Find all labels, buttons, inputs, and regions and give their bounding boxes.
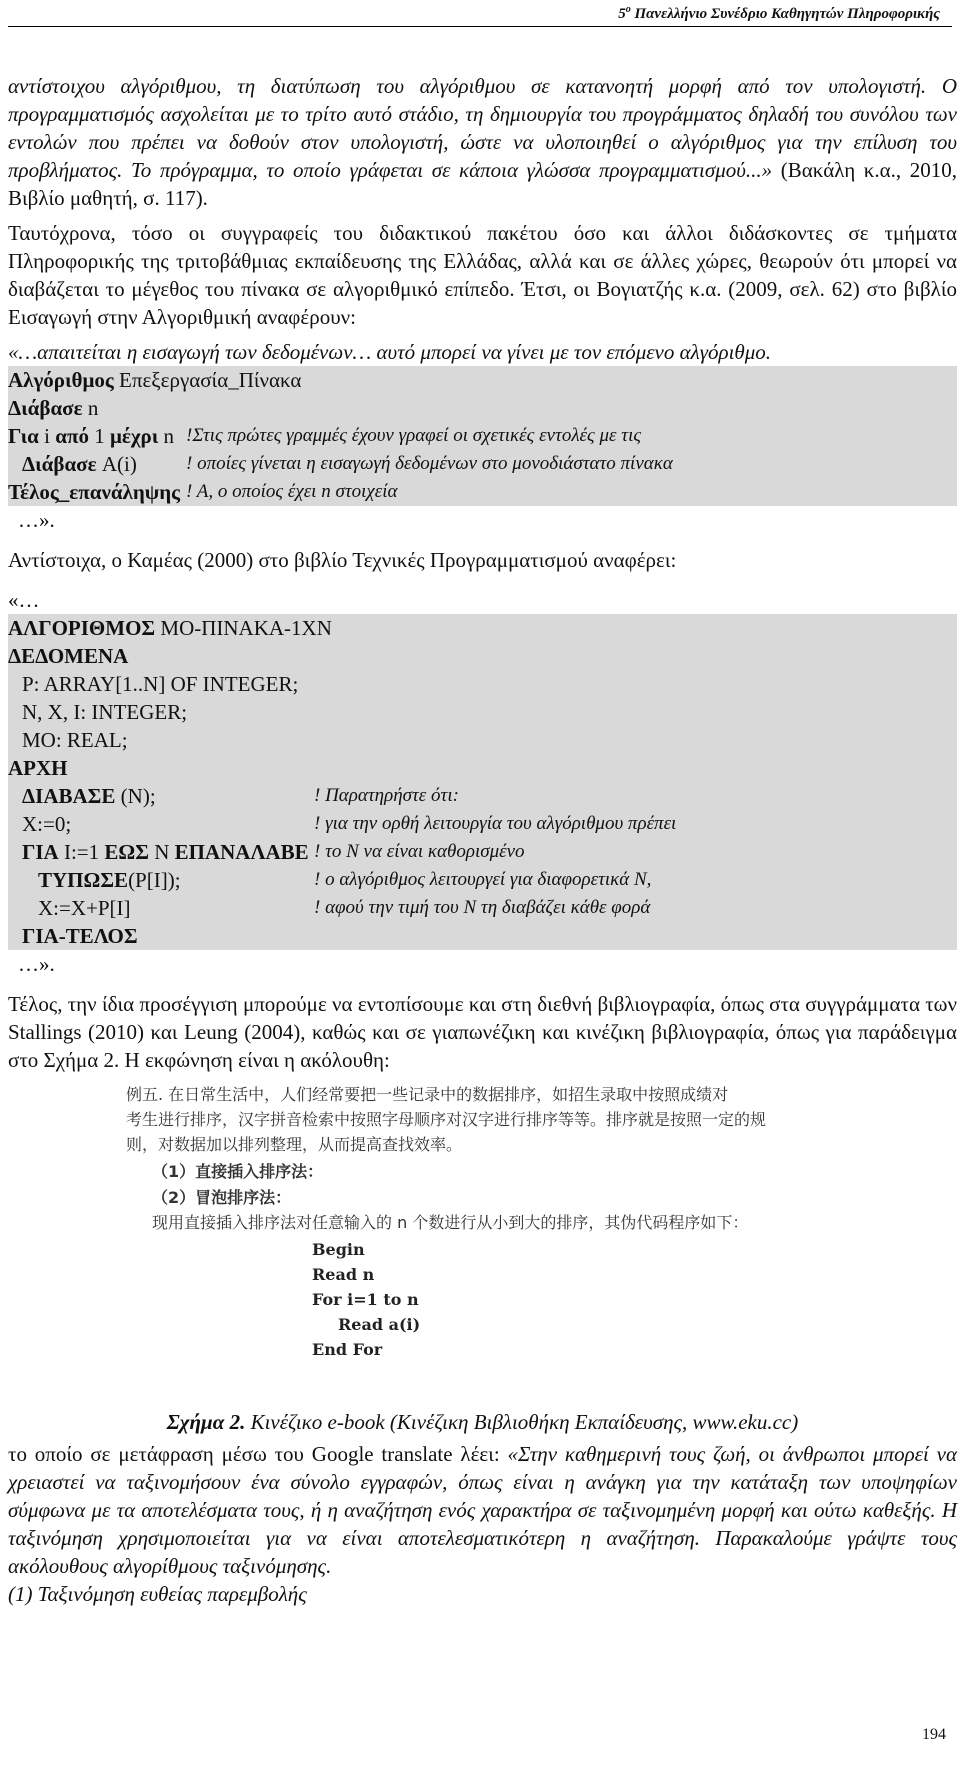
code-line: Διάβασε A(i) ! οποίες γίνεται η εισαγωγή δεδομένων στο μονοδιάστατο πίνακα [22, 452, 673, 476]
code-line: X:=0; ! για την ορθή λειτουργία του αλγόριθμου πρέπει [22, 812, 677, 836]
header-divider [8, 26, 952, 27]
figure-code-line: Read n [312, 1265, 375, 1284]
code-comment: !Στις πρώτες γραμμές έχουν γραφεί οι σχετικές εντολές με τις [186, 425, 642, 446]
code-line: P: ARRAY[1..N] OF INTEGER; [22, 672, 299, 696]
figure-chinese-ebook [116, 1082, 856, 1403]
code-comment: ! αφού την τιμή του N τη διαβάζει κάθε φορά [314, 897, 651, 918]
code-line: ΔΕΔΟΜΕΝΑ [8, 644, 129, 668]
figure-caption: Σχήμα 2. Κινέζικο e-book (Κινέζικη Βιβλιοθήκη Εκπαίδευσης, www.eku.cc) [166, 1410, 799, 1434]
code-line: Τέλος_επανάληψης ! A, ο οποίος έχει n στοιχεία [8, 480, 398, 504]
code-comment: ! το N να είναι καθορισμένο [314, 841, 525, 862]
code-line: ΑΡΧΗ [8, 756, 68, 780]
paragraph-intro: αντίστοιχου αλγόριθμου, τη διατύπωση του αλγόριθμου σε κατανοητή μορφή από τον υπολογιστή. Ο προγραμματισμός ασχολείται με το τρίτο αυτό στάδιο, τη δημιουργία του προγράμματος δηλαδή του συνόλου των εντολών που πρέπει να δοθούν στον υπολογιστή, ώστε να υλοποιηθεί ο αλγόριθμος για την επίλυση του προβλήματος. Το πρόγραμμα, το οποίο γράφεται σε κάποια γλώσσα προγραμματισμού...» (Βακάλη κ.α., 2010, Βιβλίο μαθητή, σ. 117). [8, 74, 958, 210]
code-block-1 [8, 366, 957, 506]
figure-text-line: 则，对数据加以排列整理，从而提高查找效率。 [126, 1135, 463, 1154]
paragraph-context: Ταυτόχρονα, τόσο οι συγγραφείς του διδακτικού πακέτου όσο και άλλοι διδάσκοντες σε τμήματα Πληροφορικής της τριτοβάθμιας εκπαίδευσης της Ελλάδας, αλλά και σε άλλες χώρες, θεωρούν ότι μπορεί να διαβάζεται το μέγεθος του πίνακα σε αλγοριθμικό επίπεδο. Έτσι, οι Βογιατζής κ.α. (2009, σελ. 62) στο βιβλίο Εισαγωγή στην Αλγοριθμική αναφέρουν: [8, 221, 957, 329]
paragraph-translation: το οποίο σε μετάφραση μέσω του Google translate λέει: «Στην καθημερινή τους ζωή, οι άνθρωποι μπορεί να χρειαστεί να ταξινομήσουν ένα σύνολο εγγραφών, όπως είναι η ανάγκη για την κατάταξη των υποψηφίων σύμφωνα με τα αποτελέσματα τους, ή η αναζήτηση ενός χαρακτήρα σε ταξινομημένη μορφή και ούτω καθεξής. Η ταξινόμηση χρησιμοποιείται για να είναι αποτελεσματικότερη η αναζήτηση. Παρακαλούμε γράψτε τους ακόλουθους αλγορίθμους ταξινόμησης. [8, 1442, 957, 1578]
figure-text-line: 例五. 在日常生活中，人们经常要把一些记录中的数据排序，如招生录取中按照成绩对 [126, 1085, 729, 1104]
code-line: ΓΙΑ-ΤΕΛΟΣ [22, 924, 138, 948]
code-line: ΑΛΓΟΡΙΘΜΟΣ ΜΟ-ΠΙΝΑΚΑ-1ΧΝ [8, 616, 332, 640]
paragraph-kameas: Αντίστοιχα, ο Καμέας (2000) στο βιβλίο Τεχνικές Προγραμματισμού αναφέρει: [8, 548, 677, 572]
code-line: Για i από 1 μέχρι n !Στις πρώτες γραμμές έχουν γραφεί οι σχετικές εντολές με τις [8, 424, 642, 448]
code-line: ΔΙΑΒΑΣΕ (N); ! Παρατηρήστε ότι: [22, 784, 459, 808]
code-line: X:=X+P[I] ! αφού την τιμή του N τη διαβάζει κάθε φορά [38, 896, 651, 920]
figure-code-line: For i=1 to n [312, 1290, 419, 1309]
code-line: N, X, I: INTEGER; [22, 700, 188, 724]
quote-intro: «…απαιτείται η εισαγωγή των δεδομένων… αυτό μπορεί να γίνει με τον επόμενο αλγόριθμο. [8, 340, 772, 364]
code-comment: ! Παρατηρήστε ότι: [314, 785, 459, 806]
code-comment: ! οποίες γίνεται η εισαγωγή δεδομένων στο μονοδιάστατο πίνακα [186, 453, 673, 474]
code-line: Αλγόριθμος Επεξεργασία_Πίνακα [8, 368, 302, 392]
code-line: MO: REAL; [22, 728, 128, 752]
paragraph-heading-insertion: (1) Ταξινόμηση ευθείας παρεμβολής [8, 1582, 307, 1606]
code-line: ΓΙΑ I:=1 ΕΩΣ N ΕΠΑΝΑΛΑΒΕ ! το N να είναι καθορισμένο [22, 840, 525, 864]
quote-end: …». [18, 952, 55, 976]
code-block-2 [8, 614, 957, 950]
figure-text-line: 现用直接插入排序法对任意输入的 n 个数进行从小到大的排序，其伪代码程序如下： [152, 1213, 749, 1232]
figure-code-line: Begin [312, 1240, 365, 1259]
quote-end: …». [18, 508, 55, 532]
page-number: 194 [922, 1726, 946, 1743]
code-comment: ! A, ο οποίος έχει n στοιχεία [186, 481, 398, 502]
figure-code-line: Read a(i) [338, 1315, 421, 1334]
running-header: $5^o$ Πανελλήνιο Συνέδριο Καθηγητών Πληροφορικής [618, 4, 940, 22]
quote-start: «… [8, 588, 40, 612]
figure-text-line: 考生进行排序，汉字拼音检索中按照字母顺序对汉字进行排序等等。排序就是按照一定的规 [126, 1110, 767, 1129]
code-line: ΤΥΠΩΣΕ(P[I]); ! ο αλγόριθμος λειτουργεί για διαφορετικά N, [38, 868, 652, 892]
figure-text-line: （1）直接插入排序法： [152, 1162, 324, 1181]
figure-code-line: End For [312, 1340, 383, 1359]
code-line: Διάβασε n [8, 396, 99, 420]
code-comment: ! για την ορθή λειτουργία του αλγόριθμου πρέπει [314, 813, 677, 834]
figure-text-line: （2）冒泡排序法： [152, 1188, 292, 1207]
page-body [8, 72, 957, 1608]
code-comment: ! ο αλγόριθμος λειτουργεί για διαφορετικά N, [314, 869, 652, 890]
paragraph-international: Τέλος, την ίδια προσέγγιση μπορούμε να εντοπίσουμε και στη διεθνή βιβλιογραφία, όπως στα συγγράμματα των Stallings (2010) και Leung (2004), καθώς και σε γιαπωνέζικη και κινέζικη βιβλιογραφία, όπως για παράδειγμα στο Σχήμα 2. Η εκφώνηση είναι η ακόλουθη: [8, 992, 957, 1072]
